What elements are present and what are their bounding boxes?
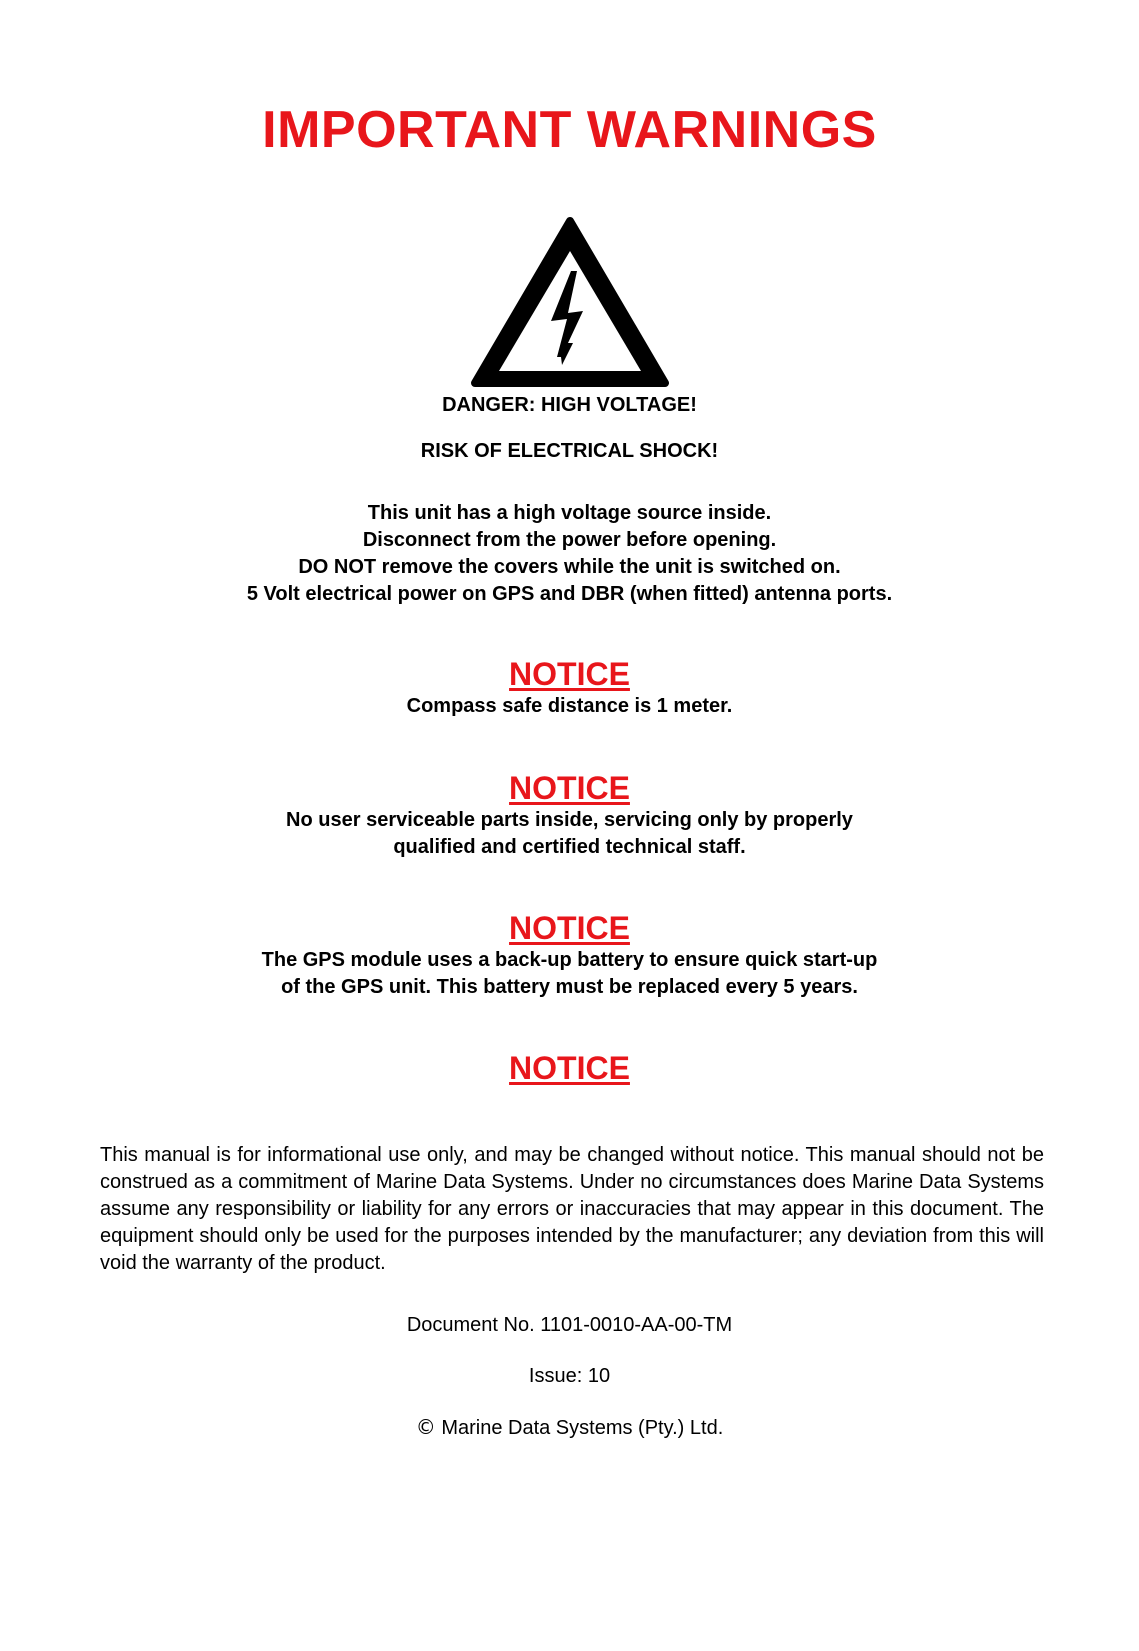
disclaimer-paragraph: This manual is for informational use only, and may be changed without notice. This manual should not be construed as a commitment of Marine Data Systems. Under no circumstances does Marine Data Systems assume any responsibility or liability for any errors or inaccuracies that may appear in this document. The equipment should only be used for the purposes intended by the manufacturer; any deviation from this will void the warranty of the product. <box>100 1144 1044 1274</box>
notice-heading: NOTICE <box>509 656 630 692</box>
notice-heading: NOTICE <box>509 910 630 946</box>
danger-subheading: RISK OF ELECTRICAL SHOCK! <box>420 440 719 462</box>
page-title: IMPORTANT WARNINGS <box>262 101 877 159</box>
copyright-icon: © <box>415 1415 436 1439</box>
notice-text: qualified and certified technical staff. <box>393 836 746 858</box>
notice-text: The GPS module uses a back-up battery to ensure quick start-up <box>261 949 878 971</box>
notice-text: Compass safe distance is 1 meter. <box>406 695 733 717</box>
high-voltage-warning-icon <box>469 215 671 393</box>
notice-text: No user serviceable parts inside, servicing only by properly <box>286 809 853 831</box>
danger-heading: DANGER: HIGH VOLTAGE! <box>442 394 697 416</box>
notice-heading: NOTICE <box>509 1050 630 1086</box>
notice-heading: NOTICE <box>509 770 630 806</box>
copyright-line <box>0 1414 1139 1442</box>
danger-line: 5 Volt electrical power on GPS and DBR (when fitted) antenna ports. <box>246 583 893 605</box>
danger-line: DO NOT remove the covers while the unit is switched on. <box>298 556 841 578</box>
document-number: Document No. 1101-0010-AA-00-TM <box>406 1314 733 1336</box>
danger-line: Disconnect from the power before opening. <box>362 529 777 551</box>
issue-number: Issue: 10 <box>528 1365 611 1387</box>
notice-text: of the GPS unit. This battery must be replaced every 5 years. <box>281 976 858 998</box>
copyright-text: Marine Data Systems (Pty.) Ltd. <box>441 1417 724 1439</box>
danger-line: This unit has a high voltage source inside. <box>367 502 772 524</box>
